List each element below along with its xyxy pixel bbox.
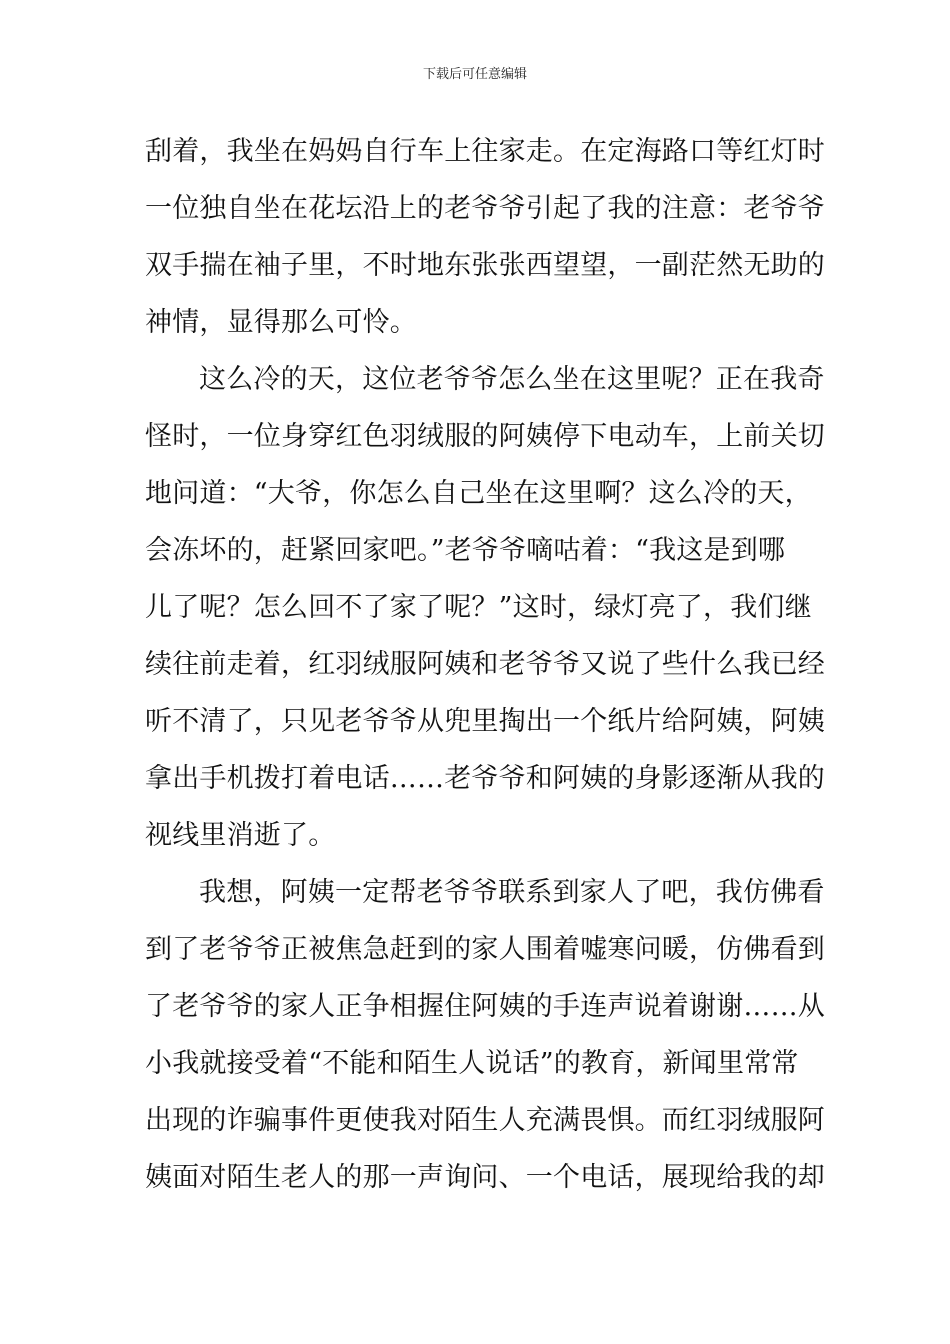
text-line: 怪时，一位身穿红色羽绒服的阿姨停下电动车，上前关切 (145, 421, 825, 452)
text-line: 神情，显得那么可怜。 (145, 307, 417, 338)
text-line: 双手揣在袖子里，不时地东张张西望望，一副茫然无助的 (145, 250, 825, 281)
paragraph-2 (145, 358, 825, 871)
text-line: 一位独自坐在花坛沿上的老爷爷引起了我的注意：老爷爷 (145, 193, 825, 224)
text-line: 刮着，我坐在妈妈自行车上往家走。在定海路口等红灯时 (145, 136, 825, 167)
text-line: 续往前走着，红羽绒服阿姨和老爷爷又说了些什么我已经 (145, 649, 825, 680)
text-line: 姨面对陌生老人的那一声询问、一个电话，展现给我的却 (145, 1162, 825, 1193)
text-line: 视线里消逝了。 (145, 820, 336, 851)
text-line: 这么冷的天，这位老爷爷怎么坐在这里呢？正在我奇 (199, 364, 825, 395)
text-line: 到了老爷爷正被焦急赶到的家人围着嘘寒问暖，仿佛看到 (145, 934, 825, 965)
text-line: 小我就接受着“不能和陌生人说话”的教育，新闻里常常 (145, 1048, 799, 1079)
text-line: 儿了呢？怎么回不了家了呢？”这时，绿灯亮了，我们继 (145, 592, 812, 623)
text-line: 会冻坏的，赶紧回家吧。”老爷爷嘀咕着：“我这是到哪 (145, 535, 786, 566)
text-line: 了老爷爷的家人正争相握住阿姨的手连声说着谢谢……从 (145, 991, 825, 1022)
document-body (145, 130, 825, 1213)
text-line: 出现的诈骗事件更使我对陌生人充满畏惧。而红羽绒服阿 (145, 1105, 825, 1136)
page-header: 下载后可任意编辑 (422, 67, 527, 82)
text-line: 我想，阿姨一定帮老爷爷联系到家人了吧，我仿佛看 (199, 877, 825, 908)
text-line: 听不清了，只见老爷爷从兜里掏出一个纸片给阿姨，阿姨 (145, 706, 825, 737)
paragraph-3 (145, 871, 825, 1213)
text-line: 拿出手机拨打着电话……老爷爷和阿姨的身影逐渐从我的 (145, 763, 825, 794)
text-line: 地问道：“大爷，你怎么自己坐在这里啊？这么冷的天， (145, 478, 812, 509)
paragraph-1 (145, 130, 825, 358)
